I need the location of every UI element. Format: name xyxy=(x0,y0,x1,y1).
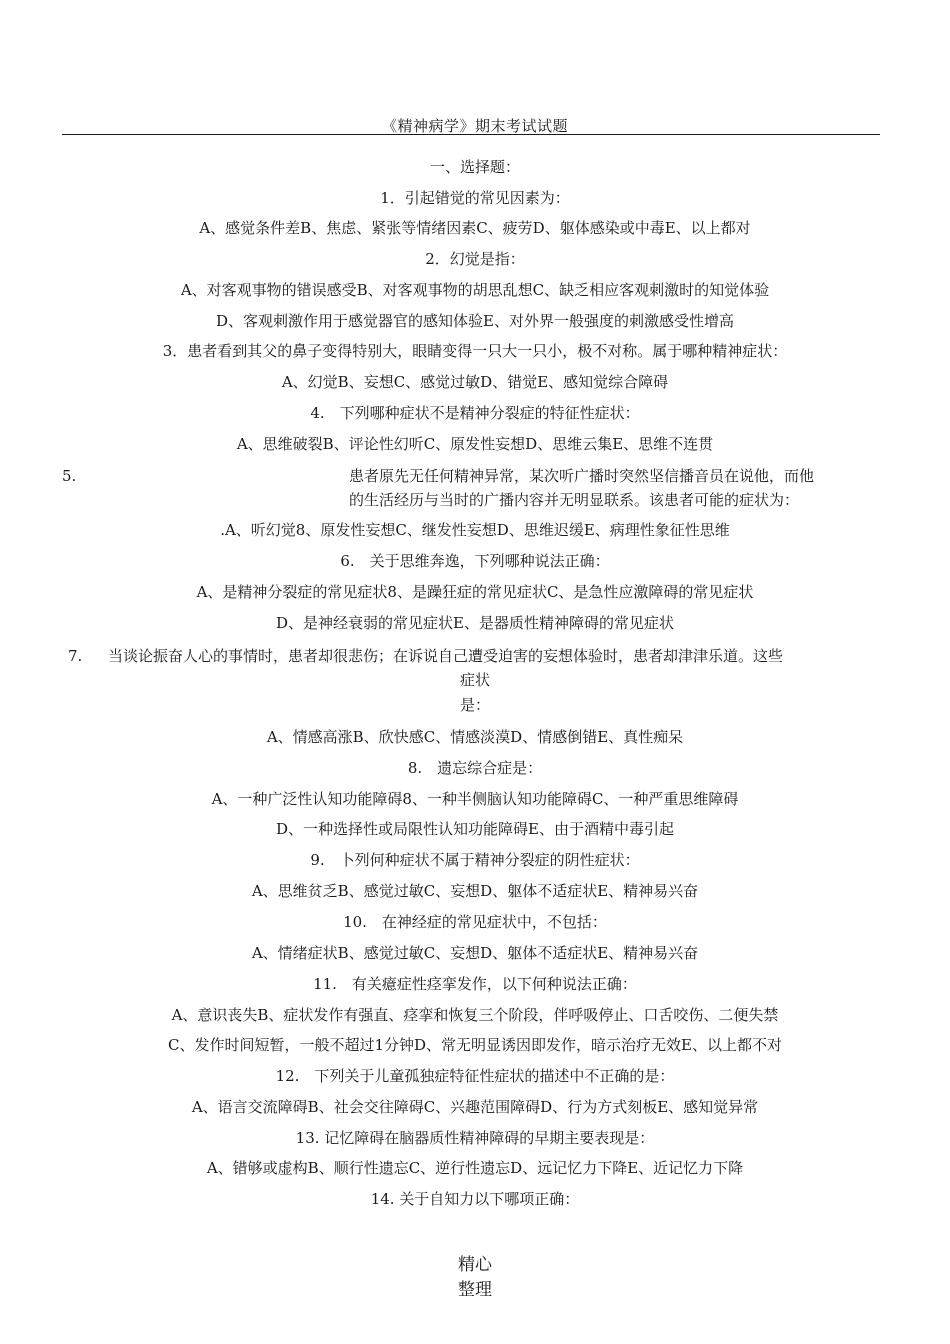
question-7-stem-line-1: 当谈论振奋人心的事情时，患者却很悲伤；在诉说自己遭受迫害的妄想体验时，患者却津津乐道。这些 xyxy=(108,647,784,665)
question-1-stem: 1．引起错觉的常见因素为： xyxy=(380,189,570,207)
question-4-options: A、思维破裂B、评论性幻听C、原发性妄想D、思维云集E、思维不连贯 xyxy=(236,435,714,453)
question-4-stem: 4. 下列哪种症状不是精神分裂症的特征性症状： xyxy=(310,404,640,422)
question-9-options: A、思维贫乏B、感觉过敏C、妄想D、躯体不适症状E、精神易兴奋 xyxy=(251,882,699,900)
question-2-options-line-1: A、对客观事物的错误感受B、对客观事物的胡思乱想C、缺乏相应客观刺激时的知觉体验 xyxy=(180,281,770,299)
question-5-number: 5. xyxy=(62,467,77,485)
question-5-stem-line-2: 的生活经历与当时的广播内容并无明显联系。该患者可能的症状为： xyxy=(349,491,800,509)
question-8-options-line-2: D、一种选择性或局限性认知功能障碍E、由于酒精中毒引起 xyxy=(276,820,674,838)
footer-line-2: 整理 xyxy=(458,1280,492,1300)
question-5-stem xyxy=(349,464,889,512)
question-11-options-line-1: A、意识丧失B、症状发作有强直、痉挛和恢复三个阶段，伴呼吸停止、口舌咬伤、二便失禁 xyxy=(171,1006,779,1024)
question-1-options: A、感觉条件差B、焦虑、紧张等情绪因素C、疲劳D、躯体感染或中毒E、以上都对 xyxy=(199,219,751,237)
question-7-stem-line-2: 症状 xyxy=(459,671,490,689)
document-title: 《精神病学》期末考试试题 xyxy=(381,117,568,135)
question-7-stem-line-3: 是： xyxy=(459,696,490,714)
question-13-options: A、错够或虚构B、顺行性遗忘C、逆行性遗忘D、远记忆力下降E、近记忆力下降 xyxy=(206,1159,744,1177)
question-7-number: 7. xyxy=(68,647,83,665)
question-6-options-line-1: A、是精神分裂症的常见症状8、是躁狂症的常见症状C、是急性应激障碍的常见症状 xyxy=(196,583,754,601)
question-2-stem: 2．幻觉是指： xyxy=(425,250,525,268)
question-10-stem: 10. 在神经症的常见症状中，不包括： xyxy=(343,913,607,931)
header-rule xyxy=(62,134,880,135)
question-9-stem: 9. 卜列何种症状不属于精神分裂症的阴性症状： xyxy=(310,851,640,869)
question-12-stem: 12. 下列关于儿童孤独症特征性症状的描述中不正确的是： xyxy=(275,1067,675,1085)
question-2-options-line-2: D、客观刺激作用于感觉器官的感知体验E、对外界一般强度的刺激感受性增高 xyxy=(216,312,734,330)
question-7-options: A、情感高涨B、欣快感C、情感淡漠D、情感倒错E、真性痴呆 xyxy=(266,728,684,746)
question-8-options-line-1: A、一种广泛性认知功能障碍8、一种半侧脑认知功能障碍C、一种严重思维障碍 xyxy=(211,790,739,808)
question-8-stem: 8. 遗忘综合症是： xyxy=(407,759,543,777)
question-10-options: A、情绪症状B、感觉过敏C、妄想D、躯体不适症状E、精神易兴奋 xyxy=(251,944,699,962)
question-3-stem: 3．患者看到其父的鼻子变得特别大，眼睛变得一只大一只小，极不对称。属于哪种精神症状： xyxy=(162,342,788,360)
question-5-stem-line-1: 患者原先无任何精神异常，某次听广播时突然坚信播音员在说他，而他 xyxy=(349,467,815,485)
footer-line-1: 精心 xyxy=(458,1255,492,1275)
section-heading: 一、选择题： xyxy=(429,158,520,176)
question-6-options-line-2: D、是神经衰弱的常见症状E、是器质性精神障碍的常见症状 xyxy=(276,614,674,632)
question-3-options: A、幻觉B、妄想C、感觉过敏D、错觉E、感知觉综合障碍 xyxy=(281,373,669,391)
question-14-stem: 14. 关于自知力以下哪项正确： xyxy=(370,1190,580,1208)
question-13-stem: 13. 记忆障碍在脑器质性精神障碍的早期主要表现是： xyxy=(295,1129,655,1147)
question-11-options-line-2: C、发作时间短暂，一般不超过1分钟D、常无明显诱因即发作，暗示治疗无效E、以上都不对 xyxy=(167,1036,782,1054)
question-6-stem: 6. 关于思维奔逸，下列哪种说法正确： xyxy=(340,552,610,570)
question-12-options: A、语言交流障碍B、社会交往障碍C、兴趣范围障碍D、行为方式刻板E、感知觉异常 xyxy=(191,1098,759,1116)
question-11-stem: 11. 有关癔症性痉挛发作，以下何种说法正确： xyxy=(313,975,637,993)
question-5-options: .A、听幻觉8、原发性妄想C、继发性妄想D、思维迟缓E、病理性象征性思维 xyxy=(220,521,730,539)
